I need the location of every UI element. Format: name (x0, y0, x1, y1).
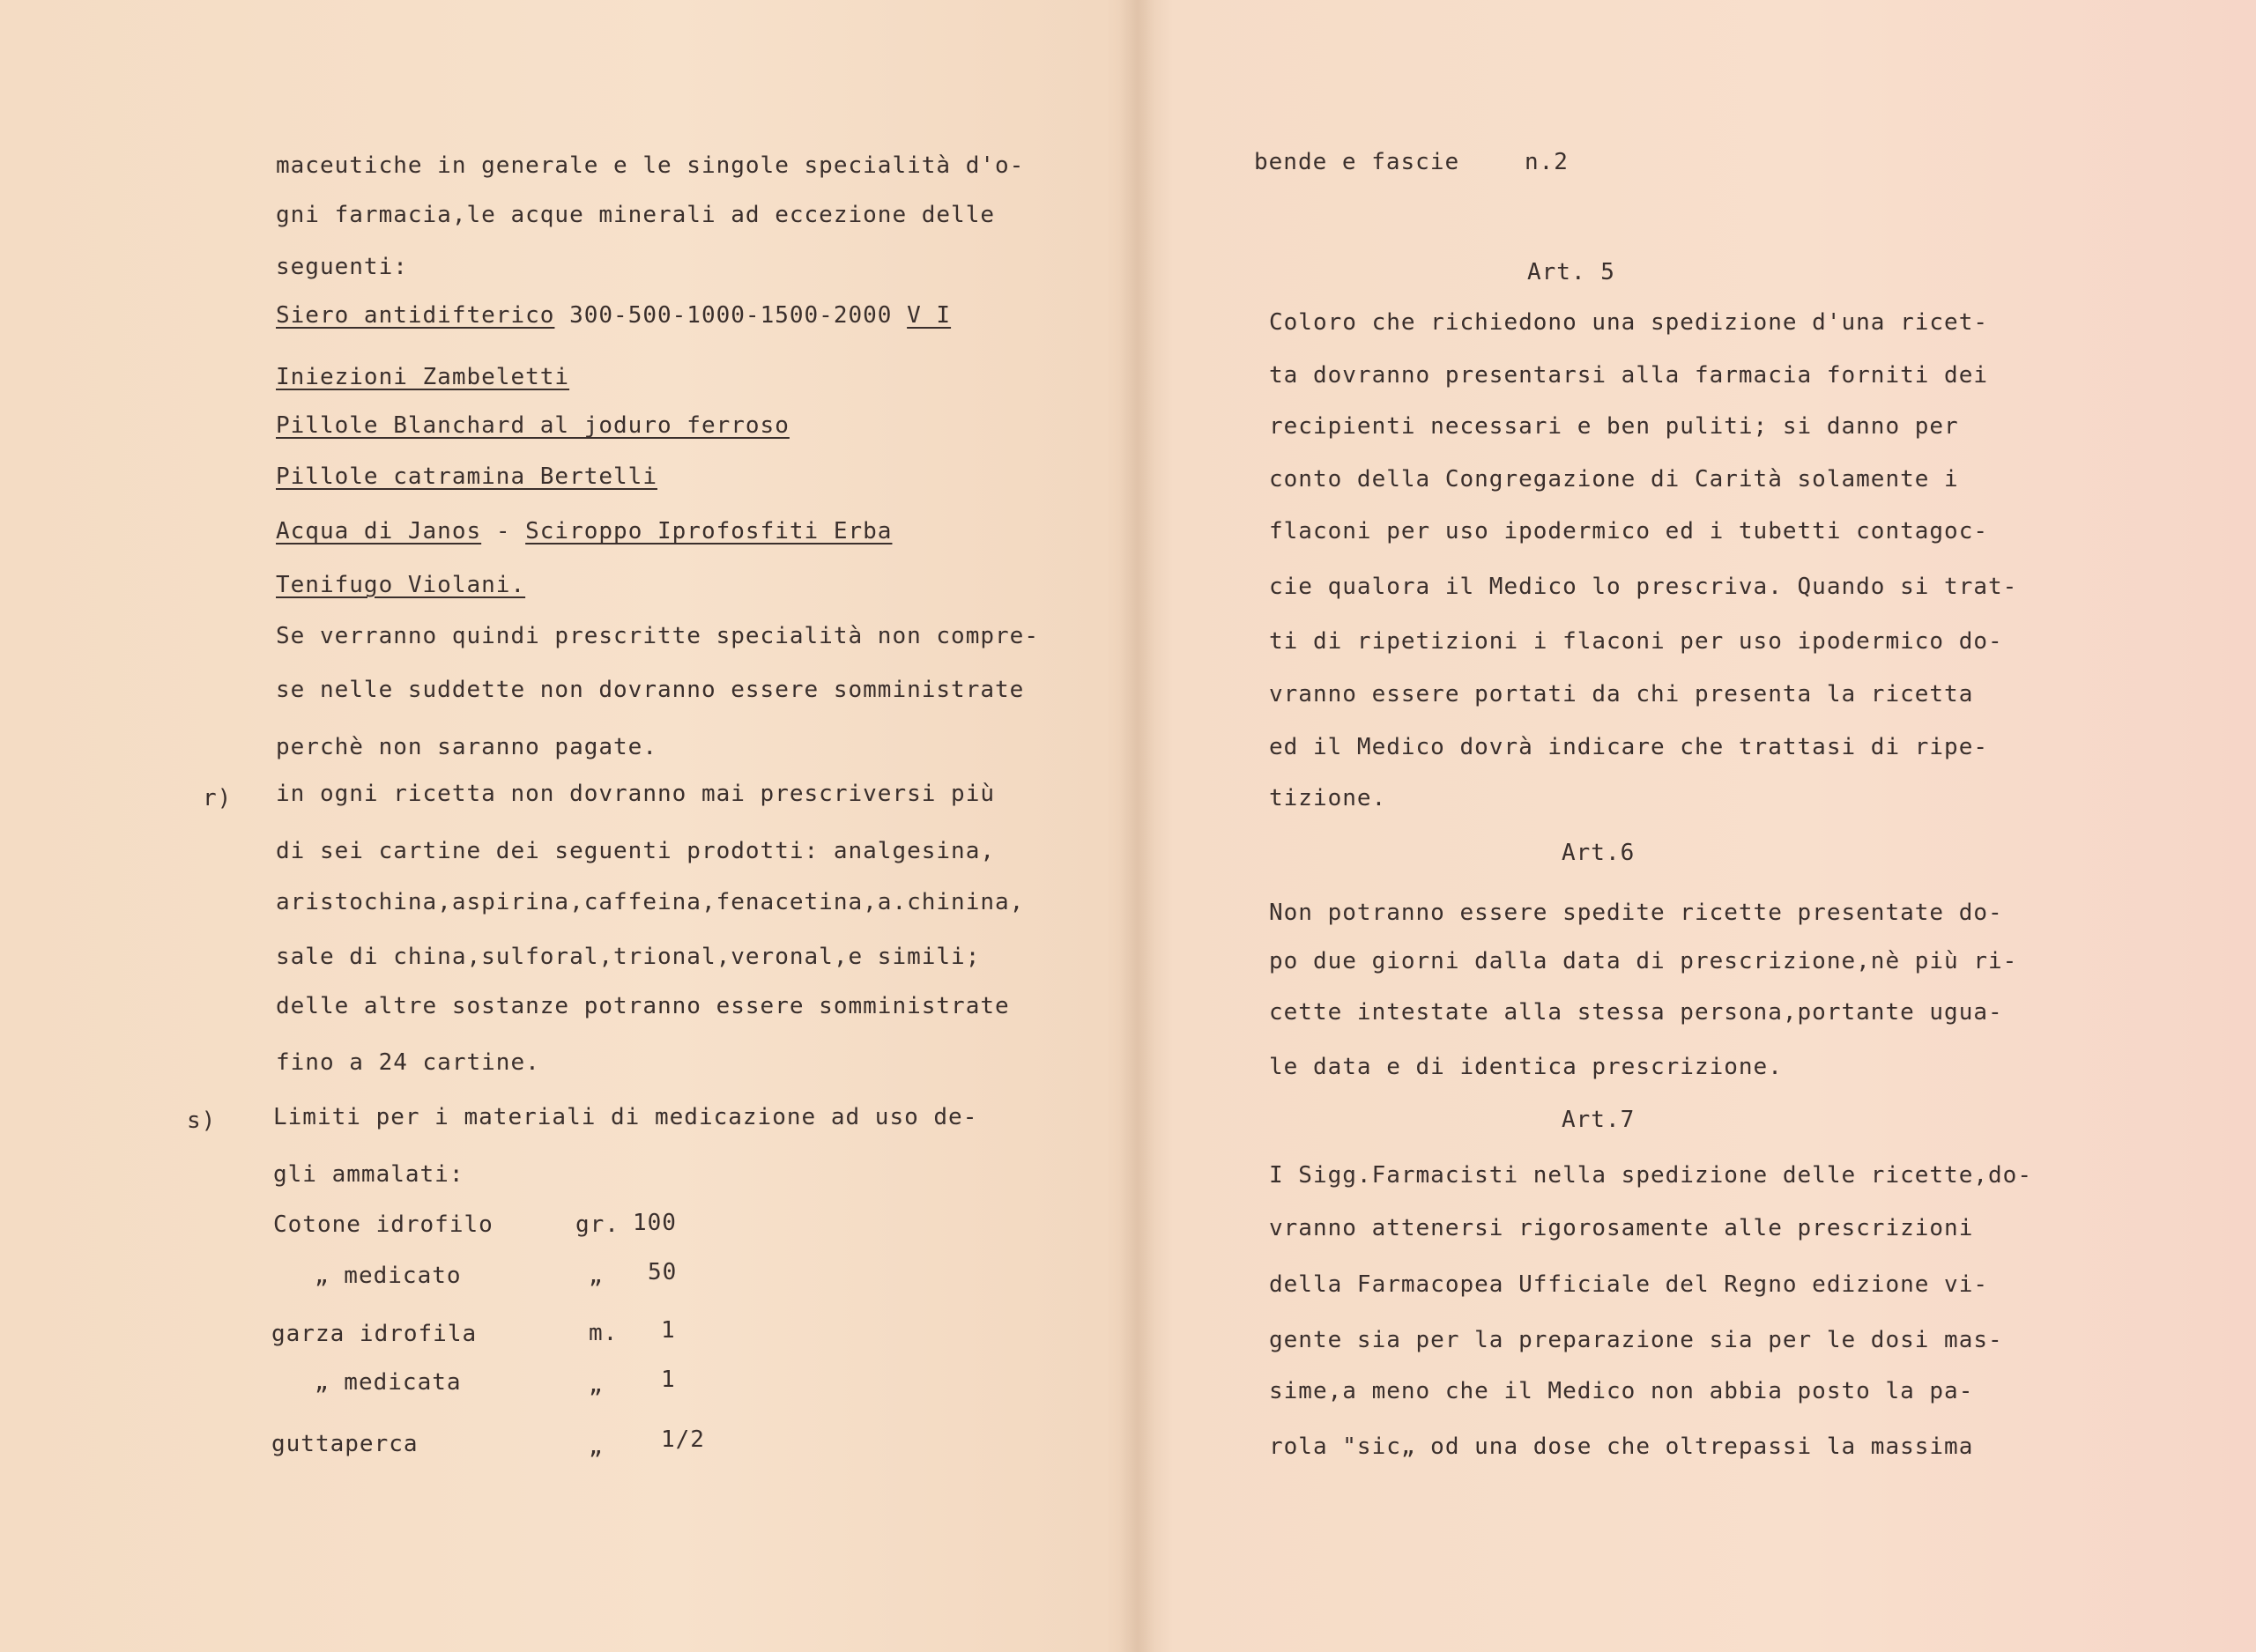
art7-line-2: vranno attenersi rigorosamente alle prescrizioni (1269, 1215, 1974, 1241)
art5-line-4: conto della Congregazione di Carità solamente i (1269, 466, 1959, 493)
art5-heading: Art. 5 (1527, 259, 1615, 285)
paragraph-line-2: se nelle suddette non dovranno essere somministrate (276, 677, 1025, 703)
material-unit-2: „ (589, 1263, 604, 1289)
item-r-line-1: in ogni ricetta non dovranno mai prescriversi più (276, 781, 996, 807)
art7-line-1: I Sigg.Farmacisti nella spedizione delle ricette,do- (1269, 1162, 2032, 1189)
left-page (0, 0, 1124, 1652)
art5-line-2: ta dovranno presentarsi alla farmacia forniti dei (1269, 362, 1989, 389)
item-s-line-2: gli ammalati: (273, 1161, 464, 1188)
paragraph-line-1: Se verranno quindi prescritte specialità non compre- (276, 623, 1039, 649)
specialty-bertelli: Pillole catramina Bertelli (276, 463, 657, 490)
specialty-sciroppo: Sciroppo Iprofosfiti Erba (525, 518, 893, 544)
right-page (1137, 0, 2256, 1652)
top-item-name: bende e fascie (1254, 149, 1460, 175)
item-r-line-2: di sei cartine dei seguenti prodotti: analgesina, (276, 838, 996, 864)
art7-line-3: della Farmacopea Ufficiale del Regno edizione vi- (1269, 1271, 1989, 1298)
art6-line-3: cette intestate alla stessa persona,portante ugua- (1269, 999, 2003, 1026)
material-qty-1: 100 (633, 1210, 677, 1236)
specialty-siero: Siero antidifterico (276, 302, 555, 329)
art6-line-1: Non potranno essere spedite ricette presentate do- (1269, 900, 2003, 926)
paragraph-line-3: perchè non saranno pagate. (276, 734, 657, 760)
material-name-5: guttaperca (271, 1431, 419, 1457)
art7-line-6: rola "sic„ od una dose che oltrepassi la massima (1269, 1433, 1974, 1460)
intro-line-2: gni farmacia,le acque minerali ad eccezione delle (276, 202, 996, 228)
art5-line-9: ed il Medico dovrà indicare che trattasi di ripe- (1269, 734, 1989, 760)
item-s-marker: s) (187, 1108, 217, 1134)
art6-line-2: po due giorni dalla data di prescrizione,nè più ri- (1269, 948, 2018, 974)
art6-heading: Art.6 (1562, 840, 1636, 866)
art6-line-4: le data e di identica prescrizione. (1269, 1054, 1783, 1080)
specialty-acqua-janos: Acqua di Janos (276, 518, 482, 544)
art5-line-10: tizione. (1269, 785, 1387, 811)
intro-line-1: maceutiche in generale e le singole specialità d'o- (276, 152, 1025, 179)
art5-line-5: flaconi per uso ipodermico ed i tubetti contagoc- (1269, 518, 1989, 544)
art5-line-8: vranno essere portati da chi presenta la ricetta (1269, 681, 1974, 707)
material-qty-4: 1 (661, 1367, 676, 1393)
item-r-marker: r) (203, 785, 233, 811)
art5-line-1: Coloro che richiedono una spedizione d'una ricet- (1269, 309, 1989, 336)
specialty-siero-row (276, 301, 951, 330)
material-qty-2: 50 (648, 1259, 678, 1285)
material-unit-4: „ (589, 1372, 604, 1398)
item-r-line-4: sale di china,sulforal,trional,veronal,e simili; (276, 944, 981, 970)
siero-suffix: V I (907, 302, 952, 329)
material-unit-5: „ (589, 1433, 604, 1460)
material-qty-3: 1 (661, 1317, 676, 1344)
specialty-acqua-row (276, 517, 892, 545)
material-name-3: garza idrofila (271, 1321, 478, 1347)
material-name-1: Cotone idrofilo (273, 1211, 494, 1238)
siero-doses: 300-500-1000-1500-2000 (569, 302, 893, 329)
material-qty-5: 1/2 (661, 1426, 705, 1453)
acqua-separator: - (495, 518, 511, 544)
art5-line-3: recipienti necessari e ben puliti; si danno per (1269, 413, 1959, 440)
item-r-line-6: fino a 24 cartine. (276, 1049, 540, 1076)
top-item-qty: n.2 (1525, 149, 1569, 175)
item-s-line-1: Limiti per i materiali di medicazione ad uso de- (273, 1104, 978, 1130)
material-name-2: „ medicato (315, 1263, 462, 1289)
item-r-line-3: aristochina,aspirina,caffeina,fenacetina,a.chinina, (276, 889, 1025, 915)
art7-line-5: sime,a meno che il Medico non abbia posto la pa- (1269, 1378, 1974, 1404)
material-unit-1: gr. (575, 1211, 620, 1238)
specialty-blanchard: Pillole Blanchard al joduro ferroso (276, 412, 790, 439)
material-unit-3: m. (589, 1320, 619, 1346)
specialty-violani: Tenifugo Violani. (276, 572, 526, 598)
specialty-zambeletti: Iniezioni Zambeletti (276, 364, 570, 390)
art7-heading: Art.7 (1562, 1107, 1636, 1133)
art5-line-6: cie qualora il Medico lo prescriva. Quando si trat- (1269, 574, 2018, 600)
art7-line-4: gente sia per la preparazione sia per le dosi mas- (1269, 1327, 2003, 1353)
item-r-line-5: delle altre sostanze potranno essere somministrate (276, 993, 1010, 1019)
material-name-4: „ medicata (315, 1369, 462, 1396)
art5-line-7: ti di ripetizioni i flaconi per uso ipodermico do- (1269, 628, 2003, 655)
intro-line-3: seguenti: (276, 254, 408, 280)
